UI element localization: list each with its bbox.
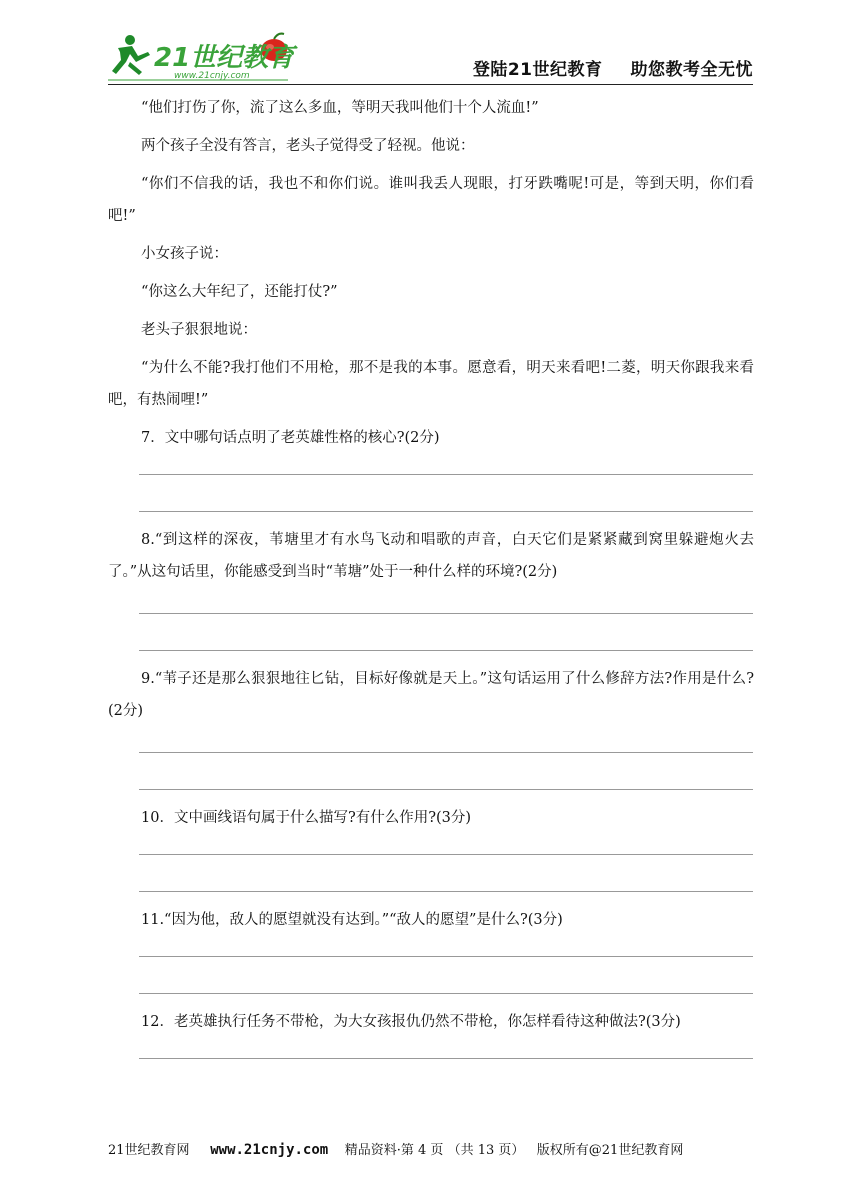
story-paragraph: “你们不信我的话，我也不和你们说。谁叫我丢人现眼，打牙跌嘴呢!可是，等到天明，你们看吧!” bbox=[108, 176, 754, 224]
answer-line[interactable] bbox=[139, 650, 753, 651]
answer-line[interactable] bbox=[139, 474, 753, 475]
question-12: 12．老英雄执行任务不带枪，为大女孩报仇仍然不带枪，你怎样看待这种做法?(3分) bbox=[141, 1014, 681, 1030]
logo-text: 21世纪教育 bbox=[154, 43, 295, 73]
story-paragraph: 老头子狠狠地说： bbox=[141, 322, 257, 338]
slogan-left: 登陆21世纪教育 bbox=[472, 60, 603, 80]
question-11: 11.“因为他，敌人的愿望就没有达到。”“敌人的愿望”是什么?(3分) bbox=[141, 912, 563, 928]
header-slogan bbox=[473, 55, 753, 80]
answer-line[interactable] bbox=[139, 613, 753, 614]
story-paragraph: 两个孩子全没有答言，老头子觉得受了轻视。他说： bbox=[141, 138, 475, 154]
footer-site: www.21cnjy.com bbox=[210, 1142, 329, 1158]
story-paragraph: “为什么不能?我打他们不用枪，那不是我的本事。愿意看，明天来看吧!二菱，明天你跟我来看吧，有热闹哩!” bbox=[108, 360, 754, 408]
story-paragraph: 小女孩子说： bbox=[141, 246, 228, 262]
question-7: 7．文中哪句话点明了老英雄性格的核心?(2分) bbox=[141, 430, 440, 446]
answer-line[interactable] bbox=[139, 891, 753, 892]
question-10: 10．文中画线语句属于什么描写?有什么作用?(3分) bbox=[141, 810, 472, 826]
footer-copyright: 版权所有@21世纪教育网 bbox=[536, 1143, 684, 1158]
slogan-right: 助您教考全无忧 bbox=[630, 60, 753, 80]
story-paragraph: “他们打伤了你，流了这么多血，等明天我叫他们十个人流血!” bbox=[141, 100, 539, 116]
footer-page-info: 精品资料·第 4 页 （共 13 页） bbox=[344, 1143, 525, 1158]
answer-line[interactable] bbox=[139, 956, 753, 957]
question-8: 8.“到这样的深夜，苇塘里才有水鸟飞动和唱歌的声音，白天它们是紧紧藏到窝里躲避炮火去了。”从这句话里，你能感受到当时“苇塘”处于一种什么样的环境?(2分) bbox=[108, 532, 754, 580]
logo-url: www.21cnjy.com bbox=[174, 71, 250, 81]
document-body bbox=[108, 92, 754, 1059]
question-9: 9.“苇子还是那么狠狠地往匕钻，目标好像就是天上。”这句话运用了什么修辞方法?作用是什么?(2分) bbox=[108, 671, 754, 719]
runner-icon bbox=[112, 35, 150, 75]
logo-21cnjy bbox=[108, 28, 308, 82]
page-footer bbox=[108, 1139, 753, 1158]
answer-line[interactable] bbox=[139, 752, 753, 753]
story-paragraph: “你这么大年纪了，还能打仗?” bbox=[141, 284, 338, 300]
page-header bbox=[108, 28, 753, 85]
answer-line[interactable] bbox=[139, 511, 753, 512]
answer-line[interactable] bbox=[139, 993, 753, 994]
answer-line[interactable] bbox=[139, 789, 753, 790]
answer-line[interactable] bbox=[139, 854, 753, 855]
answer-line[interactable] bbox=[139, 1058, 753, 1059]
footer-left: 21世纪教育网 bbox=[108, 1143, 190, 1158]
